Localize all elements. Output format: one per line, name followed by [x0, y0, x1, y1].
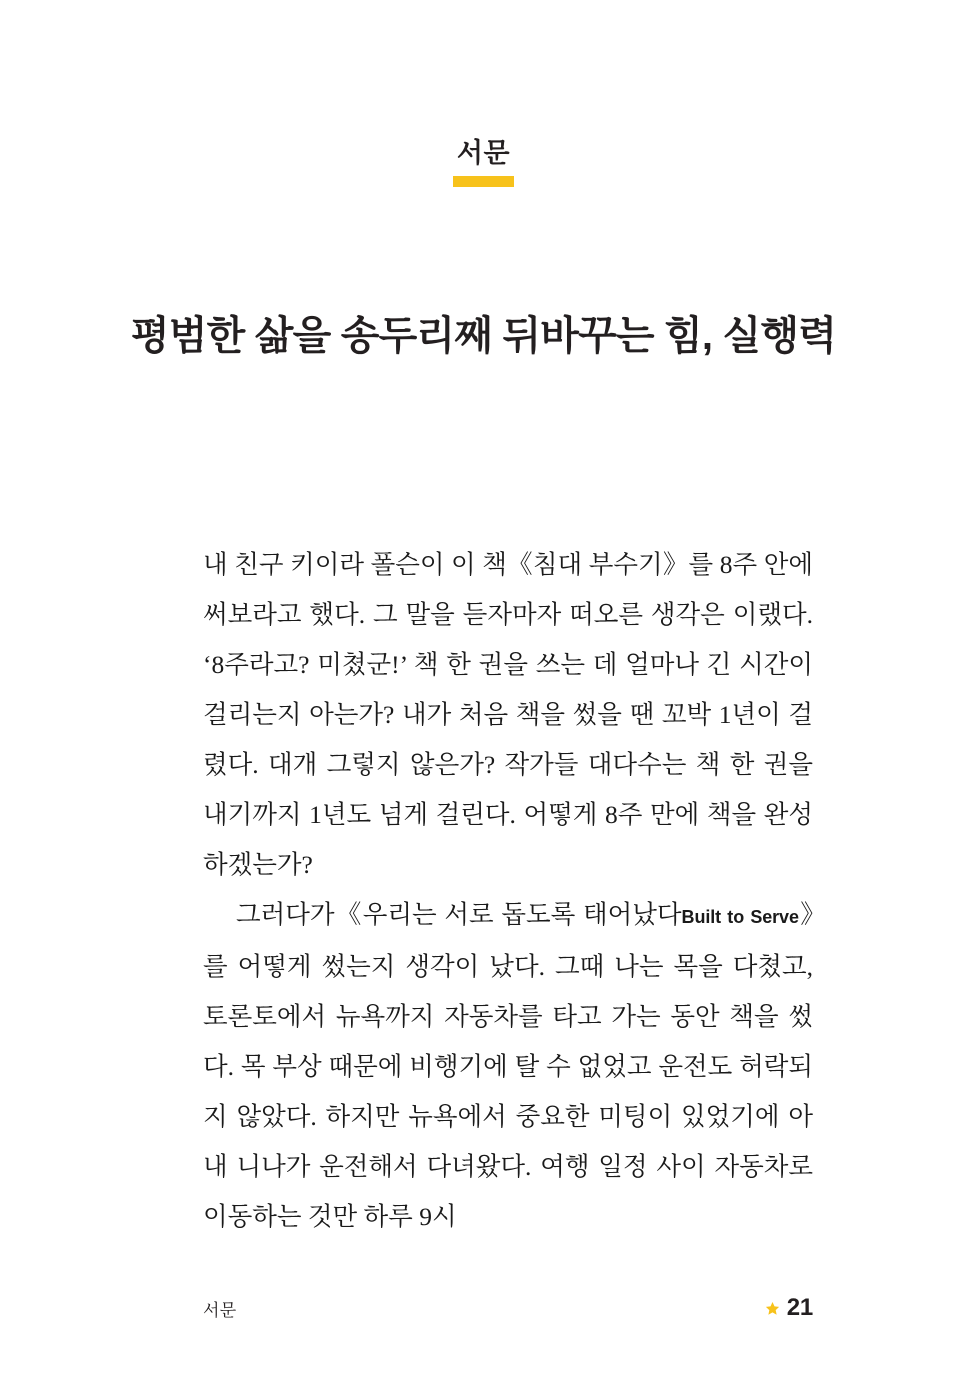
- body-copy: [203, 540, 813, 1242]
- page-title: 평범한 삶을 송두리째 뒤바꾸는 힘, 실행력: [130, 313, 837, 358]
- body-paragraph-1: 내 친구 키이라 폴슨이 이 책《침대 부수기》를 8주 안에 써보라고 했다. 그 말을 듣자마자 떠오른 생각은 이랬다. ‘8주라고? 미쳤군!’ 책 한 권을 쓰는 데 얼마나 긴 시간이 걸리는지 아는가? 내가 처음 책을 썼을 땐 꼬박 1년이 걸렸다. 대개 그렇지 않은가? 작가들 대다수는 책 한 권을 내기까지 1년도 넘게 걸린다. 어떻게 8주 만에 책을 완성하겠는가?: [203, 550, 813, 879]
- chapter-marker-label: 서문: [456, 138, 511, 168]
- paragraph-2-text-before-foreign-title: 그러다가《우리는 서로 돕도록 태어났다: [236, 900, 682, 929]
- page-folio: [765, 1294, 813, 1322]
- foreign-book-title: Built to Serve: [681, 907, 799, 927]
- chapter-marker-underline-rule: [453, 176, 514, 187]
- star-icon: [765, 1301, 780, 1316]
- footer-running-head: 서문: [203, 1300, 237, 1320]
- page-number: 21: [786, 1294, 813, 1321]
- page-footer: [203, 1294, 813, 1322]
- paragraph-2-text-after-foreign-title: 》를 어떻게 썼는지 생각이 났다. 그때 나는 목을 다쳤고, 토론토에서 뉴욕까지 자동차를 타고 가는 동안 책을 썼다. 목 부상 때문에 비행기에 탈 수 없었고 운전도 허락되지 않았다. 하지만 뉴욕에서 중요한 미팅이 있었기에 아내 니나가 운전해서 다녀왔다. 여행 일정 사이 자동차로 이동하는 것만 하루 9시: [203, 900, 813, 1231]
- chapter-marker: [0, 138, 967, 187]
- body-paragraph-2: [203, 890, 813, 1242]
